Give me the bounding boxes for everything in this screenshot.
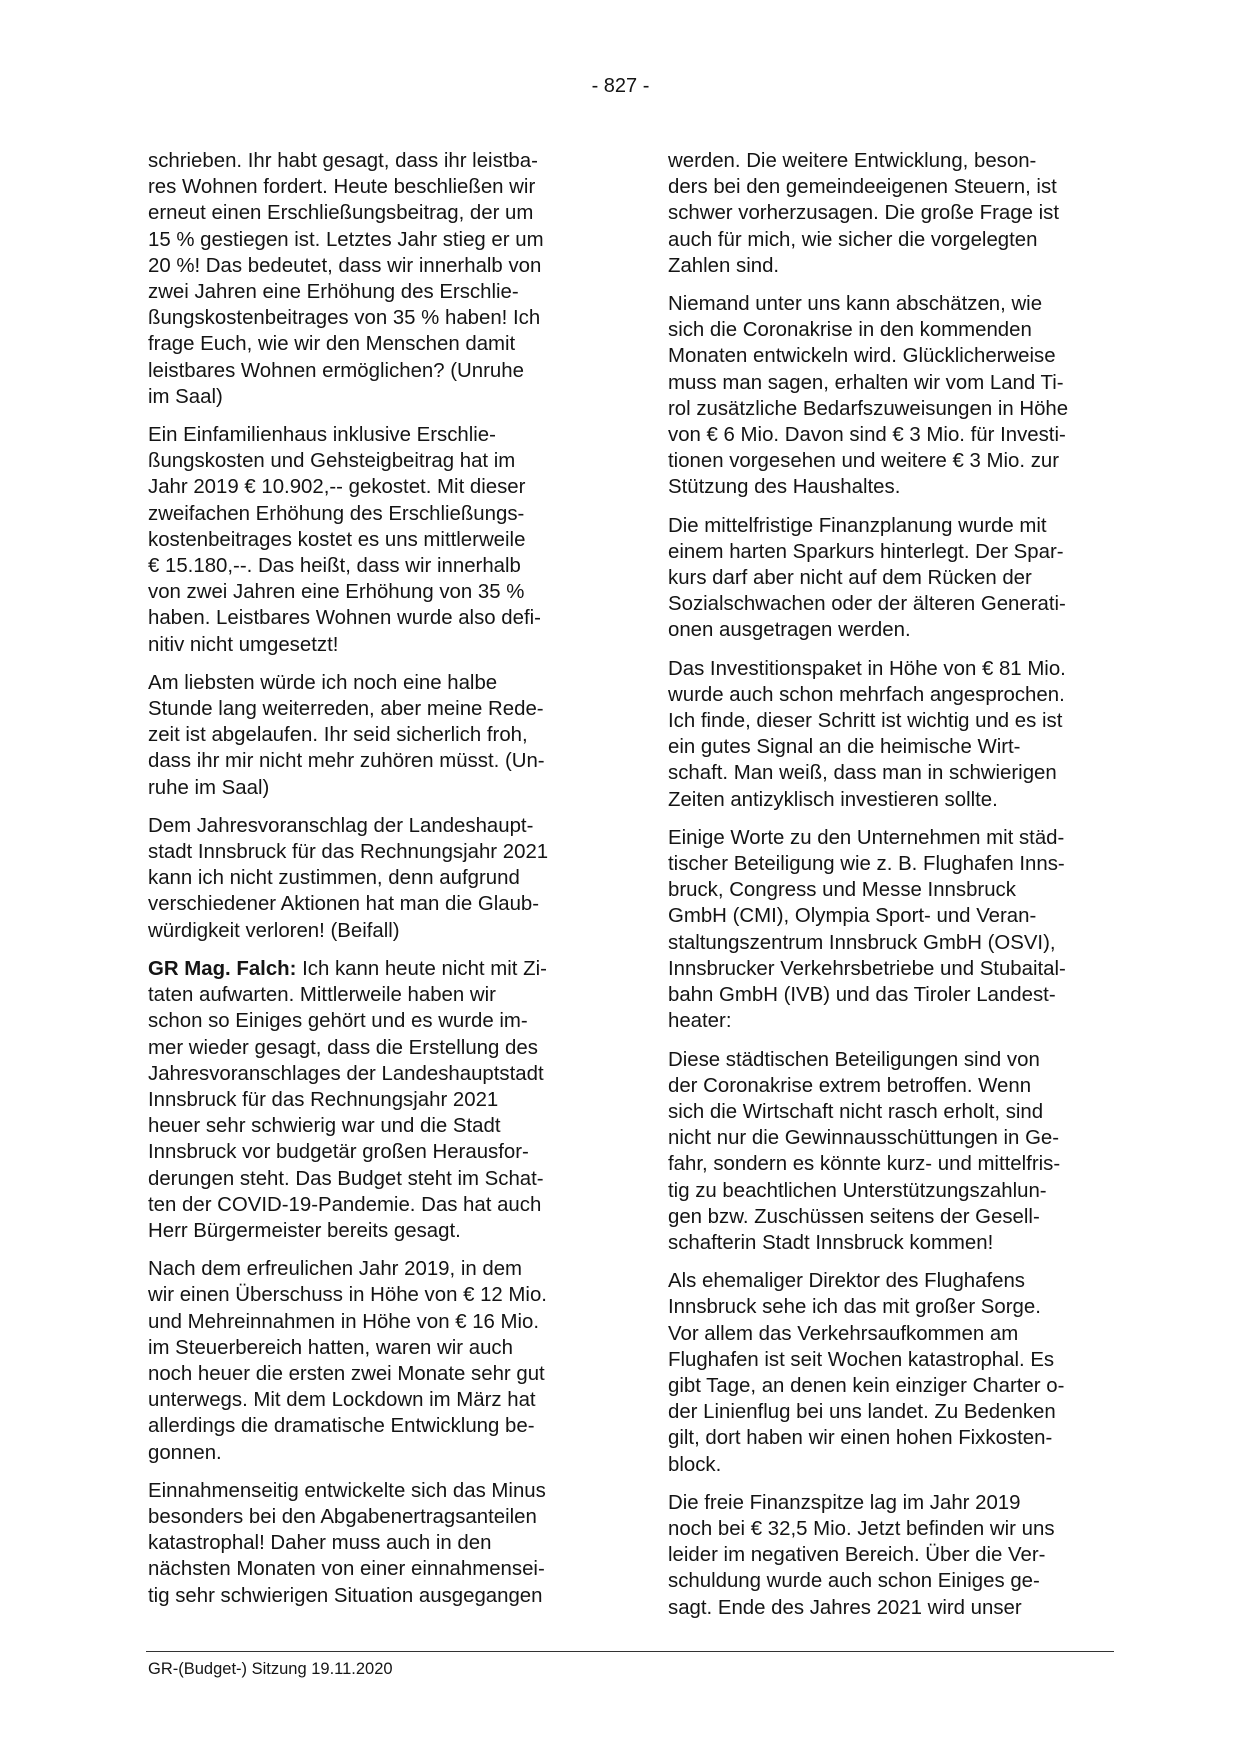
text-line: stadt Innsbruck für das Rechnungsjahr 2021 <box>148 841 549 864</box>
paragraph <box>148 422 593 658</box>
left-column <box>148 148 593 1621</box>
paragraph <box>668 1490 1113 1621</box>
text-line: verschiedener Aktionen hat man die Glaub- <box>148 893 540 916</box>
text-line: heater: <box>668 1010 732 1033</box>
text-line: Dem Jahresvoranschlag der Landeshaupt- <box>148 814 534 837</box>
paragraph <box>668 291 1113 501</box>
text-line: einem harten Sparkurs hinterlegt. Der Spar- <box>668 540 1064 563</box>
text-line: sich die Coronakrise in den kommenden <box>668 319 1032 342</box>
text-line: sich die Wirtschaft nicht rasch erholt, sind <box>668 1100 1044 1123</box>
text-line: Einnahmenseitig entwickelte sich das Minus <box>148 1479 546 1502</box>
text-line: ßungskostenbeitrages von 35 % haben! Ich <box>148 307 541 330</box>
text-line: Diese städtischen Beteiligungen sind von <box>668 1048 1040 1071</box>
text-line: Herr Bürgermeister bereits gesagt. <box>148 1219 461 1242</box>
text-line: frage Euch, wie wir den Menschen damit <box>148 333 516 356</box>
paragraph <box>668 825 1113 1035</box>
text-line: derungen steht. Das Budget steht im Schat- <box>148 1167 544 1190</box>
text-line: Niemand unter uns kann abschätzen, wie <box>668 293 1043 316</box>
text-line: Am liebsten würde ich noch eine halbe <box>148 671 498 694</box>
text-line: zwei Jahren eine Erhöhung des Erschlie- <box>148 281 519 304</box>
text-line: der Linienflug bei uns landet. Zu Bedenken <box>668 1401 1056 1424</box>
page-number: - 827 - <box>591 75 650 97</box>
text-line: von € 6 Mio. Davon sind € 3 Mio. für Investi- <box>668 424 1066 447</box>
text-line: unterwegs. Mit dem Lockdown im März hat <box>148 1389 536 1412</box>
text-line: Das Investitionspaket in Höhe von € 81 Mio. <box>668 657 1066 680</box>
text-line: gonnen. <box>148 1441 222 1464</box>
text-line: ein gutes Signal an die heimische Wirt- <box>668 736 1021 759</box>
paragraph <box>668 1047 1113 1257</box>
text-line: Einige Worte zu den Unternehmen mit städ- <box>668 826 1065 849</box>
text-line: heuer sehr schwierig war und die Stadt <box>148 1115 501 1138</box>
text-line: schon so Einiges gehört und es wurde im- <box>148 1010 528 1033</box>
text-line: von zwei Jahren eine Erhöhung von 35 % <box>148 581 525 604</box>
text-line: schwer vorherzusagen. Die große Frage ist <box>668 202 1059 225</box>
paragraph <box>668 1268 1113 1478</box>
text-line: bruck, Congress und Messe Innsbruck <box>668 879 1016 902</box>
text-line: Stützung des Haushaltes. <box>668 476 901 499</box>
text-line: Als ehemaliger Direktor des Flughafens <box>668 1270 1026 1293</box>
text-line: tig sehr schwierigen Situation ausgegangen <box>148 1584 543 1607</box>
text-line: Flughafen ist seit Wochen katastrophal. Es <box>668 1348 1055 1371</box>
text-line: kann ich nicht zustimmen, denn aufgrund <box>148 867 520 890</box>
footer-session-label: GR-(Budget-) Sitzung 19.11.2020 <box>148 1660 393 1678</box>
text-line: schafterin Stadt Innsbruck kommen! <box>668 1231 994 1254</box>
text-line: Sozialschwachen oder der älteren Generati- <box>668 593 1066 616</box>
text-line: 15 % gestiegen ist. Letztes Jahr stieg er um <box>148 228 544 251</box>
text-line: Innsbruck sehe ich das mit großer Sorge. <box>668 1296 1041 1319</box>
text-line: wurde auch schon mehrfach angesprochen. <box>668 683 1065 706</box>
text-line: Innsbruck vor budgetär großen Herausfor- <box>148 1141 529 1164</box>
text-line: Stunde lang weiterreden, aber meine Rede- <box>148 698 544 721</box>
text-line: zweifachen Erhöhung des Erschließungs- <box>148 502 525 525</box>
text-line: Monaten entwickeln wird. Glücklicherweise <box>668 345 1056 368</box>
paragraph <box>668 656 1113 813</box>
text-line: gilt, dort haben wir einen hohen Fixkosten- <box>668 1427 1053 1450</box>
text-line: muss man sagen, erhalten wir vom Land Ti- <box>668 371 1064 394</box>
text-line: ten der COVID-19-Pandemie. Das hat auch <box>148 1193 542 1216</box>
text-line: Die freie Finanzspitze lag im Jahr 2019 <box>668 1491 1021 1514</box>
text-line: allerdings die dramatische Entwicklung be- <box>148 1415 535 1438</box>
text-line: Vor allem das Verkehrsaufkommen am <box>668 1322 1019 1345</box>
text-line: block. <box>668 1453 722 1476</box>
right-column <box>668 148 1113 1633</box>
text-line: Nach dem erfreulichen Jahr 2019, in dem <box>148 1258 523 1281</box>
footer-divider <box>146 1651 1114 1652</box>
text-line: leistbares Wohnen ermöglichen? (Unruhe <box>148 359 524 382</box>
text-line: Jahresvoranschlages der Landeshauptstadt <box>148 1062 544 1085</box>
text-line: Innsbrucker Verkehrsbetriebe und Stubaital- <box>668 957 1066 980</box>
text-line: würdigkeit verloren! (Beifall) <box>148 919 400 942</box>
text-line: auch für mich, wie sicher die vorgelegten <box>668 228 1038 251</box>
text-line: ders bei den gemeindeeigenen Steuern, ist <box>668 176 1057 199</box>
text-line: taten aufwarten. Mittlerweile haben wir <box>148 984 496 1007</box>
text-line: bahn GmbH (IVB) und das Tiroler Landest- <box>668 984 1056 1007</box>
text-line: wir einen Überschuss in Höhe von € 12 Mio. <box>148 1284 547 1307</box>
text-line: sagt. Ende des Jahres 2021 wird unser <box>668 1596 1022 1619</box>
text-line: schaft. Man weiß, dass man in schwierigen <box>668 762 1057 785</box>
paragraph <box>148 670 593 801</box>
text-line: schuldung wurde auch schon Einiges ge- <box>668 1570 1040 1593</box>
text-line: GmbH (CMI), Olympia Sport- und Veran- <box>668 905 1037 928</box>
text-line: 20 %! Das bedeutet, dass wir innerhalb von <box>148 254 542 277</box>
text-line: res Wohnen fordert. Heute beschließen wir <box>148 176 536 199</box>
speaker-name: GR Mag. Falch: <box>148 957 297 980</box>
text-line: der Coronakrise extrem betroffen. Wenn <box>668 1074 1032 1097</box>
text-line: Ich kann heute nicht mit Zi- <box>296 957 547 980</box>
text-line: zeit ist abgelaufen. Ihr seid sicherlich froh, <box>148 724 528 747</box>
paragraph <box>668 148 1113 279</box>
paragraph <box>668 513 1113 644</box>
text-line: fahr, sondern es könnte kurz- und mittelfris- <box>668 1153 1061 1176</box>
text-line: ßungskosten und Gehsteigbeitrag hat im <box>148 450 516 473</box>
text-line: nächsten Monaten von einer einnahmensei- <box>148 1558 545 1581</box>
text-line: gibt Tage, an denen kein einziger Charter o- <box>668 1374 1065 1397</box>
text-line: Ich finde, dieser Schritt ist wichtig und es ist <box>668 710 1063 733</box>
text-line: nicht nur die Gewinnausschüttungen in Ge- <box>668 1127 1060 1150</box>
text-line: noch heuer die ersten zwei Monate sehr gut <box>148 1362 545 1385</box>
text-line: gen bzw. Zuschüssen seitens der Gesell- <box>668 1205 1040 1228</box>
paragraph <box>148 148 593 410</box>
text-line: onen ausgetragen werden. <box>668 619 911 642</box>
text-line: werden. Die weitere Entwicklung, beson- <box>668 150 1037 172</box>
text-line: mer wieder gesagt, dass die Erstellung des <box>148 1036 538 1059</box>
text-line: Zahlen sind. <box>668 254 780 277</box>
text-line: und Mehreinnahmen in Höhe von € 16 Mio. <box>148 1310 540 1333</box>
text-line: dass ihr mir nicht mehr zuhören müsst. (Un- <box>148 750 545 773</box>
text-line: tischer Beteiligung wie z. B. Flughafen Inns- <box>668 853 1065 876</box>
text-line: nitiv nicht umgesetzt! <box>148 633 339 656</box>
text-line: besonders bei den Abgabenertragsanteilen <box>148 1505 537 1528</box>
text-line: staltungszentrum Innsbruck GmbH (OSVI), <box>668 931 1056 954</box>
text-line: leider im negativen Bereich. Über die Ver- <box>668 1544 1046 1567</box>
paragraph <box>148 813 593 944</box>
text-line: erneut einen Erschließungsbeitrag, der um <box>148 202 534 225</box>
text-line: Jahr 2019 € 10.902,-- gekostet. Mit dieser <box>148 476 526 499</box>
text-line: Zeiten antizyklisch investieren sollte. <box>668 788 998 811</box>
text-line: tig zu beachtlichen Unterstützungszahlun- <box>668 1179 1047 1202</box>
text-line: Ein Einfamilienhaus inklusive Erschlie- <box>148 424 496 447</box>
text-line: € 15.180,--. Das heißt, dass wir innerhalb <box>148 555 521 578</box>
text-line: noch bei € 32,5 Mio. Jetzt befinden wir uns <box>668 1517 1055 1540</box>
paragraph <box>148 1256 593 1466</box>
text-line: schrieben. Ihr habt gesagt, dass ihr leistba- <box>148 150 538 172</box>
text-line: im Steuerbereich hatten, waren wir auch <box>148 1336 513 1359</box>
text-line: tionen vorgesehen und weitere € 3 Mio. zur <box>668 450 1060 473</box>
text-line: rol zusätzliche Bedarfszuweisungen in Höhe <box>668 397 1069 420</box>
paragraph <box>148 1478 593 1609</box>
paragraph <box>148 956 593 1244</box>
text-line: ruhe im Saal) <box>148 776 270 799</box>
text-line: im Saal) <box>148 385 223 408</box>
text-line: Die mittelfristige Finanzplanung wurde mit <box>668 514 1047 537</box>
text-line: katastrophal! Daher muss auch in den <box>148 1532 492 1555</box>
text-line: kostenbeitrages kostet es uns mittlerweile <box>148 528 526 551</box>
text-line: haben. Leistbares Wohnen wurde also defi- <box>148 607 541 630</box>
text-line: kurs darf aber nicht auf dem Rücken der <box>668 567 1032 590</box>
text-line: Innsbruck für das Rechnungsjahr 2021 <box>148 1088 499 1111</box>
